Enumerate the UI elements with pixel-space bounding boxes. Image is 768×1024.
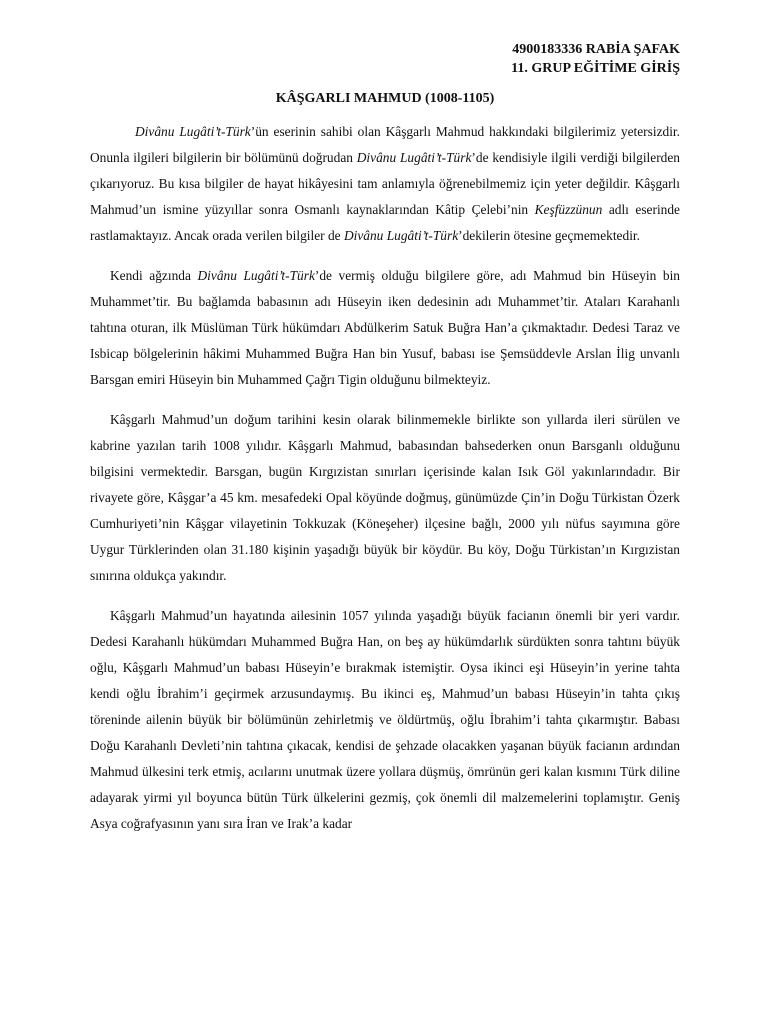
text-run: ’dekilerin ötesine geçmemektedir. (458, 228, 640, 243)
text-run: ’de vermiş olduğu bilgilere göre, adı Mahmud bin Hüseyin bin Muhammet’tir. Bu bağlamda babasının adı Hüseyin iken dedesinin adı Muhammet’tir. Ataları Karahanlı tahtına oturan, ilk Müslüman Türk hükümdarı Abdülkerim Satuk Buğra Han’a çıkmaktadır. Dedesi Taraz ve Isbicap bölgelerinin hâkimi Muhammed Buğra Han bin Yusuf, babası ise Şemsüddevle Arslan İlig unvanlı Barsgan emiri Hüseyin bin Muhammed Çağrı Tigin olduğunu bilmekteyiz. (90, 268, 680, 387)
paragraph-4 (90, 603, 680, 837)
book-title: Divânu Lugâti’t-Türk (356, 150, 472, 165)
paragraph-2 (90, 263, 680, 393)
paragraph-1 (90, 119, 680, 249)
course-group: 11. GRUP EĞİTİME GİRİŞ (511, 61, 680, 76)
book-title: Divânu Lugâti’t-Türk (343, 228, 459, 243)
text-run: ’ün eserinin sahibi olan Kâşgarlı Mahmud hakkındaki bilgilerimiz yetersizdir. Onunla ilgileri bilgilerin bir bölümünü doğrudan (90, 124, 680, 165)
text-run: ’de kendisiyle ilgili verdiği bilgilerden çıkarıyoruz. Bu kısa bilgiler de hayat hikâyesini tam anlamıyla öğrenebilmemiz için yeter değildir. Kâşgarlı Mahmud’un ismine yüzyıllar sonra Osmanlı kaynaklarından Kâtip Çelebi’nin (90, 150, 680, 217)
book-title: Divânu Lugâti’t-Türk (135, 124, 251, 139)
book-title: Keşfüzzünun (534, 202, 603, 217)
text-run: adlı eserinde rastlamaktayız. Ancak orada verilen bilgiler de (90, 202, 680, 243)
document-title: KÂŞGARLI MAHMUD (1008-1105) (275, 91, 495, 106)
book-title: Divânu Lugâti’t-Türk (197, 268, 315, 283)
document-header (90, 40, 680, 78)
text-run: Kâşgarlı Mahmud’un doğum tarihini kesin olarak bilinmemekle birlikte son yıllarda ileri sürülen ve kabrine yazılan tarih 1008 yılıdır. Kâşgarlı Mahmud, babasından bahsederken onun Barsganlı olduğunu bilgisini vermektedir. Barsgan, bugün Kırgızistan sınırları içerisinde kalan Isık Göl yakınlarındadır. Bir rivayete göre, Kâşgar’a 45 km. mesafedeki Opal köyünde doğmuş, günümüzde Çin’in Doğu Türkistan Özerk Cumhuriyeti’nin Kâşgar vilayetinin Tokkuzak (Köneşeher) ilçesine bağlı, 2000 yılı nüfus sayımına göre Uygur Türklerinden olan 31.180 kişinin yaşadığı büyük bir köydür. Bu köy, Doğu Türkistan’ın Kırgızistan sınırına oldukça yakındır. (90, 412, 680, 583)
text-run: Kâşgarlı Mahmud’un hayatında ailesinin 1057 yılında yaşadığı büyük facianın önemli bir yeri vardır. Dedesi Karahanlı hükümdarı Muhammed Buğra Han, on beş ay hükümdarlık sürdükten sonra tahtını büyük oğlu, Kâşgarlı Mahmud’un babası Hüseyin’e bırakmak istemiştir. Oysa ikinci eşi Hüseyin’in yerine tahta kendi oğlu İbrahim’i geçirmek arzusundaymış. Bu ikinci eş, Mahmud’un babası Hüseyin’in tahta çıkış töreninde ailenin büyük bir bölümünün zehirletmiş ve öldürtmüş, oğlu İbrahim’i tahta çıkarmıştır. Babası Doğu Karahanlı Devleti’nin tahtına çıkacak, kendisi de şehzade olacakken yaşanan büyük facianın ardından Mahmud ülkesini terk etmiş, acılarını unutmak üzere yollara düşmüş, ömrünün geri kalan kısmını Türk diline adayarak yirmi yıl boyunca bütün Türk ülkelerini gezmiş, çok önemli dil malzemelerini toplamıştır. Geniş Asya coğrafyasının yanı sıra İran ve Irak’a kadar (90, 608, 680, 831)
text-run: Kendi ağzında (110, 268, 198, 283)
student-id-name: 4900183336 RABİA ŞAFAK (512, 42, 680, 57)
paragraph-3 (90, 407, 680, 589)
